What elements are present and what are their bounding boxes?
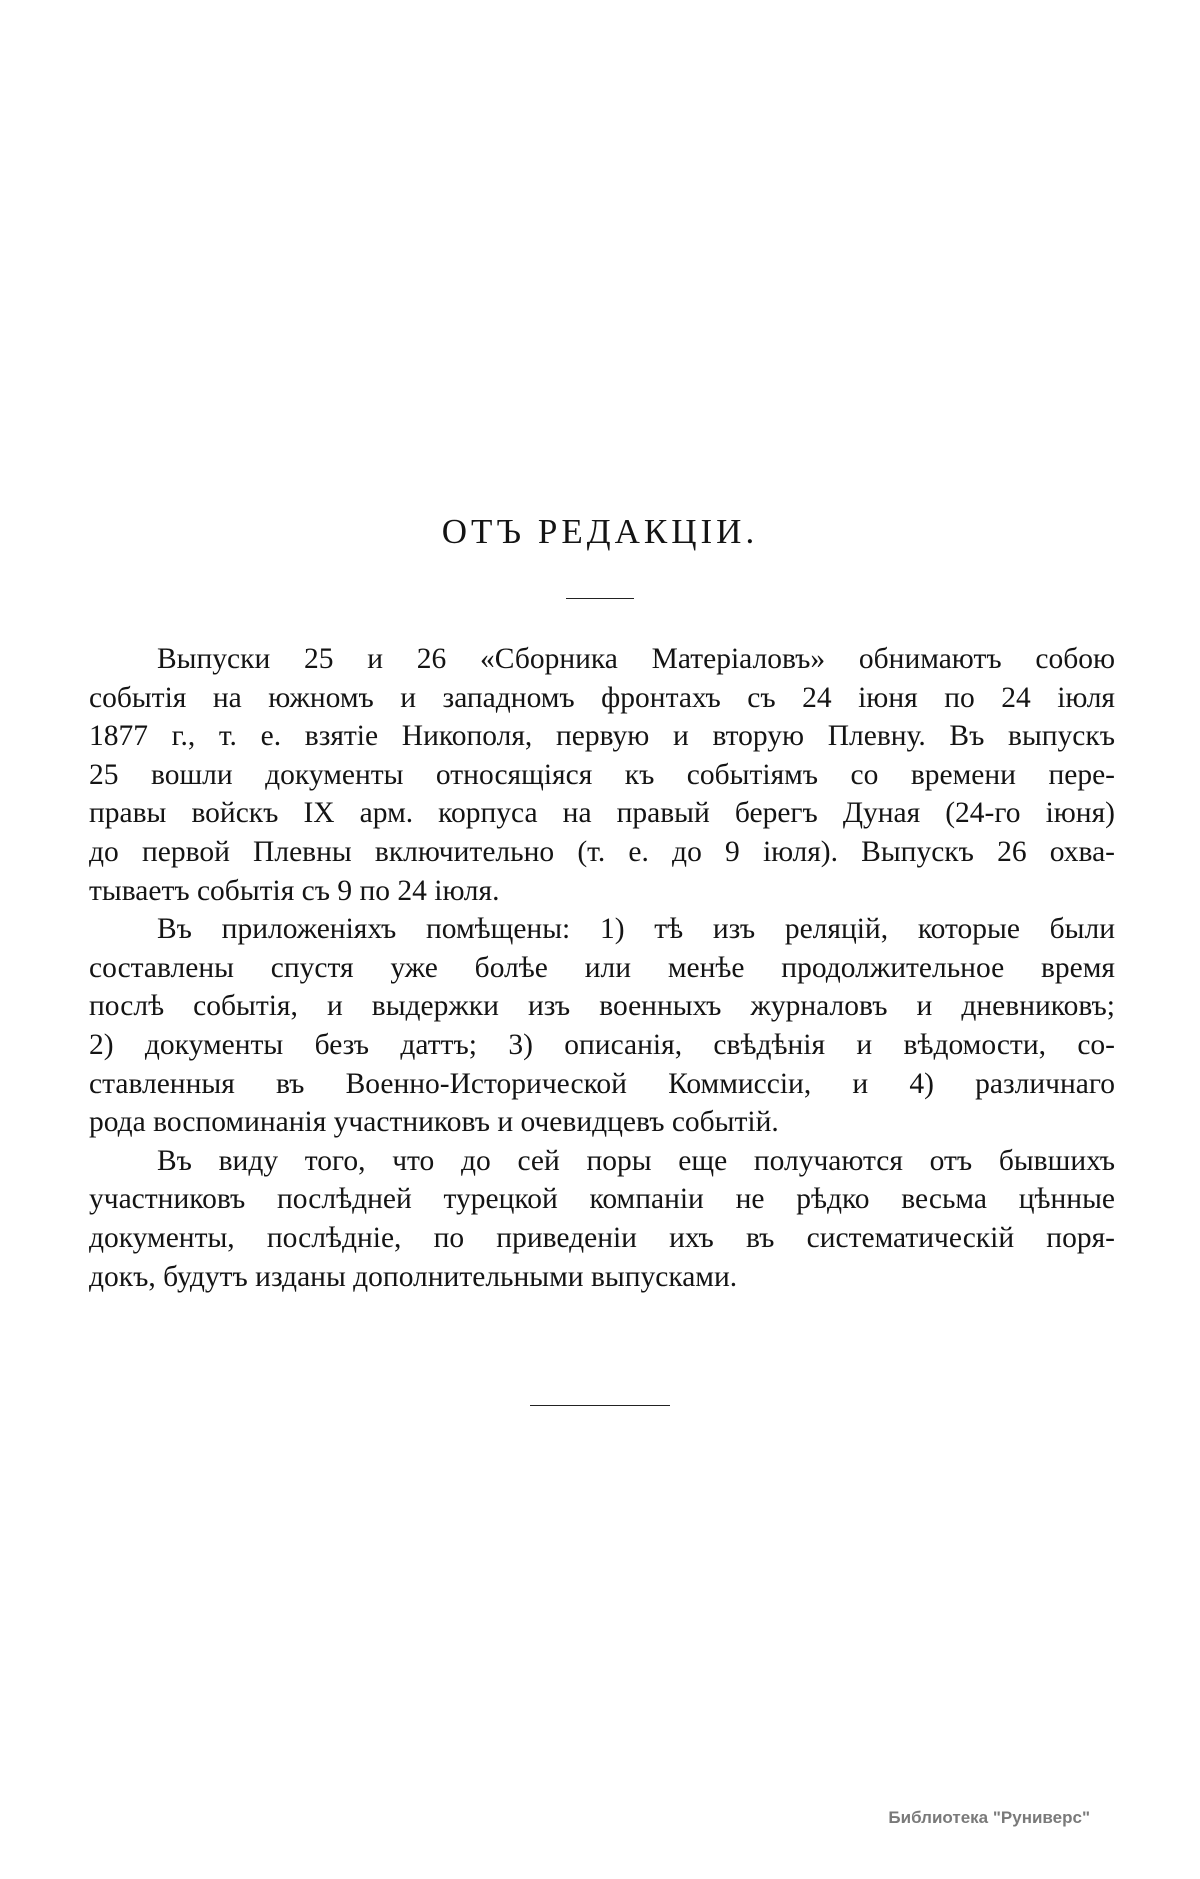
text-line: составлены спустя уже болѣе или менѣе продолжительное время [89, 951, 1115, 984]
text-line: ставленныя въ Военно-Исторической Коммиссіи, и 4) различнаго [89, 1067, 1115, 1100]
paragraph-3 [89, 1142, 1115, 1296]
text-line: событія на южномъ и западномъ фронтахъ съ 24 іюня по 24 іюля [89, 681, 1115, 714]
text-line: 25 вошли документы относящіяся къ событіямъ со времени пере- [89, 758, 1115, 791]
text-line: до первой Плевны включительно (т. е. до 9 іюля). Выпускъ 26 охва- [89, 835, 1115, 868]
text-line: рода воспоминанія участниковъ и очевидцевъ событій. [89, 1106, 779, 1139]
body-text [89, 640, 1115, 1296]
text-line: тываетъ событія съ 9 по 24 іюля. [89, 874, 500, 907]
paragraph-2 [89, 910, 1115, 1142]
library-watermark: Библиотека "Руниверс" [888, 1808, 1090, 1827]
text-line: Въ виду того, что до сей поры еще получаются отъ бывшихъ [157, 1144, 1115, 1177]
page-title: ОТЪ РЕДАКЦIИ. [441, 512, 759, 551]
text-line: Выпуски 25 и 26 «Сборника Матеріаловъ» обнимаютъ собою [157, 643, 1115, 675]
text-line: документы, послѣдніе, по приведеніи ихъ въ систематическій поря- [89, 1221, 1115, 1254]
text-line: послѣ событія, и выдержки изъ военныхъ журналовъ и дневниковъ; [89, 990, 1115, 1023]
text-line: 2) документы безъ даттъ; 3) описанія, свѣдѣнія и вѣдомости, со- [89, 1028, 1115, 1061]
text-line: правы войскъ IX арм. корпуса на правый берегъ Дуная (24-го іюня) [89, 797, 1115, 830]
text-line: участниковъ послѣдней турецкой компаніи не рѣдко весьма цѣнные [89, 1183, 1115, 1216]
paragraph-1 [89, 640, 1115, 910]
end-divider [530, 1405, 670, 1406]
text-line: докъ, будутъ изданы дополнительными выпусками. [89, 1260, 738, 1293]
title-divider [566, 598, 634, 599]
text-line: 1877 г., т. е. взятіе Никополя, первую и вторую Плевну. Въ выпускъ [89, 720, 1115, 753]
text-line: Въ приложеніяхъ помѣщены: 1) тѣ изъ реляцій, которые были [157, 913, 1115, 946]
